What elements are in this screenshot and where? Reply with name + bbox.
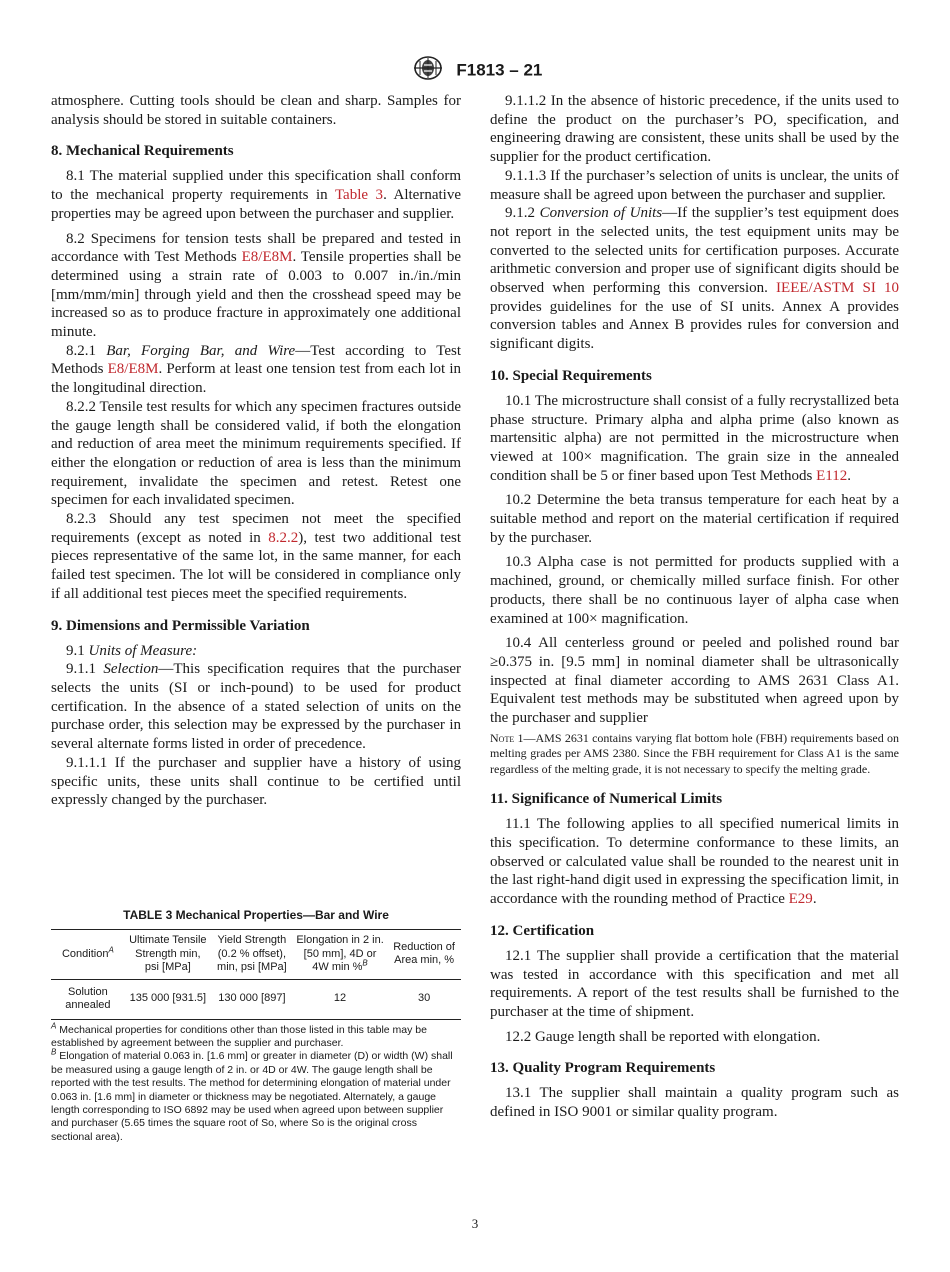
cell-elongation: 12: [333, 992, 347, 1005]
header-condition: Condition$^A$: [61, 944, 114, 960]
paragraph-8-2-3: 8.2.3 Should any test specimen not meet the specified requirements (except as noted in 8.2.2), test two additional test pieces representative of the same lot, in the same manner, for each failed test specimen. The lot will be considered in compliance only if all additional test pieces meet the specified requirements.: [51, 511, 461, 602]
header-reduction-of-area: Reduction of Area min, %: [393, 940, 455, 967]
header-ultimate-tensile: Ultimate Tensile Strength min, psi [MPa]: [129, 934, 207, 973]
cell-reduction-of-area: 30: [417, 992, 431, 1005]
paragraph-12-1: 12.1 The supplier shall provide a certification that the material was tested in accordance with this specification and met all requirements. A report of the test results shall be furnished to the purchaser at the time of shipment.: [490, 947, 899, 1020]
e8-link[interactable]: E8/E8M: [241, 249, 293, 266]
note-1: Note 1—AMS 2631 contains varying flat bottom hole (FBH) requirements based on melting grades per AMS 2380. Since the FBH requirement for Class A1 is the same regardless of the melting grade, it is not necessary to specify the melting grade.: [490, 730, 900, 776]
table-3-link[interactable]: Table 3: [334, 187, 384, 204]
cell-yield-strength: 130 000 [897]: [218, 992, 286, 1005]
mechanical-properties-table: [51, 929, 461, 1020]
e8-link-2[interactable]: E8/E8M: [107, 361, 159, 378]
cell-condition: Solution annealed: [65, 985, 111, 1011]
paragraph-10-4: 10.4 All centerless ground or peeled and polished round bar ≥0.375 in. [9.5 mm] in nominal diameter shall be ultrasonically inspected at final diameter according to AMS 2631 Class A1. Equivalent test methods may be substituted when agreed upon by the purchaser and supplier: [490, 635, 899, 727]
paragraph-9-1: 9.1 Units of Measure:: [66, 642, 198, 659]
page-number: 3: [471, 1216, 479, 1231]
paragraph-10-2: 10.2 Determine the beta transus temperature for each heat by a suitable method and report on the material certification if required by the purchaser.: [490, 492, 899, 546]
table-title: TABLE 3 Mechanical Properties—Bar and Wire: [123, 908, 389, 922]
paragraph-9-1-1-1: 9.1.1.1 If the purchaser and supplier have a history of using specific units, these units shall continue to be certified until expressly changed by the purchaser.: [51, 754, 461, 809]
section-13-heading: 13. Quality Program Requirements: [490, 1060, 716, 1077]
section-10-heading: 10. Special Requirements: [490, 367, 652, 384]
paragraph-11-1: 11.1 The following applies to all specified numerical limits in this specification. To determine conformance to these limits, an observed or calculated value shall be rounded to the nearest unit in the last right-hand digit used in expressing the specification limit, in accordance with the rounding method of Practice E29.: [490, 816, 899, 908]
paragraph-8-2-1: 8.2.1 Bar, Forging Bar, and Wire—Test according to Test Methods E8/E8M. Perform at least one tension test from each lot in the longitudinal direction.: [51, 342, 462, 397]
e112-link[interactable]: E112: [816, 467, 848, 484]
header-yield-strength: Yield Strength (0.2 % offset), min, psi [MPa]: [217, 934, 287, 973]
astm-logo-icon: [408, 56, 448, 85]
ieee-si10-link[interactable]: IEEE/ASTM SI 10: [776, 280, 899, 297]
paragraph-9-1-2: 9.1.2 Conversion of Units—If the supplier’s test equipment does not report in the selected units, the test equipment units may be converted to the selected units for certification purposes. Accurate arithmetic conversion and proper use of significant digits should be observed when performing this conversion. IEEE/ASTM SI 10 provides guidelines for the use of SI units. Annex A provides conversion tables and Annex B provides rules for conversion and significant digits.: [490, 205, 899, 353]
document-id: F1813 – 21: [456, 60, 543, 80]
paragraph-9-1-1-2: 9.1.1.2 In the absence of historic precedence, if the units used to define the product on the purchaser’s PO, specification, and engineering drawing are consistent, these units shall be used by the supplier for the product certification.: [490, 93, 899, 166]
cell-ultimate-tensile: 135 000 [931.5]: [129, 992, 207, 1005]
paragraph-9-1-1: 9.1.1 Selection—This specification requires that the purchaser selects the units (SI or inch-pound) to be used for product certification. In the absence of a stated selection of units on the purchase order, this selection may be expressed by the purchaser in several alternate forms listed in order of precedence.: [51, 661, 462, 753]
paragraph-8-2: 8.2 Specimens for tension tests shall be prepared and tested in accordance with Test Methods E8/E8M. Tensile properties shall be determined using a strain rate of 0.003 to 0.007 in./in./min [mm/mm/min] through yield and then the crosshead speed may be increased so as to produce fracture in approximately one additional minute.: [51, 230, 461, 341]
right-column: [490, 92, 899, 1122]
paragraph-10-3: 10.3 Alpha case is not permitted for products supplied with a machined, ground, or chemically milled surface finish. For other products, there shall be no continuous layer of alpha case when examined at 100× magnification.: [490, 554, 899, 627]
footnote-b: $^B$ Elongation of material 0.063 in. [1.6 mm] or greater in diameter (D) or width (W) shall be measured using a gauge length of 2 in. or 4D or 4W. The gauge length shall be reported with the test results. The method for determining elongation of material under 0.063 in. [1.6 mm] in diameter or thickness may be negotiated. Alternately, a gauge length corresponding to ISO 6892 may be used when agreed upon between supplier and purchaser (5.65 times the square root of So, where So is the original cross sectional area).: [51, 1047, 453, 1143]
header-elongation: Elongation in 2 in. [50 mm], 4D or 4W min %$^B$: [296, 934, 384, 973]
footnote-a: $^A$ Mechanical properties for conditions other than those listed in this table may be established by agreement between the supplier and purchaser.: [51, 1021, 427, 1049]
table-header-row: [51, 930, 461, 980]
paragraph-10-1: 10.1 The microstructure shall consist of a fully recrystallized beta phase structure. Primary alpha and alpha prime (also known as martensitic alpha) are not permitted in the microstructure when viewed at 100× magnification. The grain size in the annealed condition shall be 5 or finer based upon Test Methods E112.: [490, 392, 899, 484]
table-footnotes: [51, 1021, 461, 1145]
section-11-heading: 11. Significance of Numerical Limits: [490, 791, 723, 808]
table-3: [51, 908, 461, 1144]
paragraph-8-2-2: 8.2.2 Tensile test results for which any specimen fractures outside the gauge length shall be considered valid, if both the elongation and reduction of area meet the minimum requirements specified. If either the elongation or reduction of area is less than the minimum requirement, invalidate the specimen and retest. Retest one specimen for each invalidated specimen.: [51, 398, 461, 509]
table-row: [51, 979, 461, 1019]
page-header: [0, 56, 950, 85]
section-8-2-2-link[interactable]: 8.2.2: [268, 529, 299, 546]
paragraph-13-1: 13.1 The supplier shall maintain a quality program such as defined in ISO 9001 or similar quality program.: [490, 1085, 899, 1121]
paragraph-8-1: 8.1 The material supplied under this specification shall conform to the mechanical property requirements in Table 3. Alternative properties may be agreed upon between the purchaser and supplier.: [51, 168, 461, 222]
section-9-heading: 9. Dimensions and Permissible Variation: [51, 617, 310, 634]
left-column: [51, 92, 461, 810]
paragraph-continuation: atmosphere. Cutting tools should be clean and sharp. Samples for analysis should be stored in suitable containers.: [51, 93, 461, 128]
section-12-heading: 12. Certification: [490, 922, 595, 939]
section-8-heading: 8. Mechanical Requirements: [51, 143, 234, 160]
e29-link[interactable]: E29: [788, 891, 813, 908]
paragraph-9-1-1-3: 9.1.1.3 If the purchaser’s selection of units is unclear, the units of measure shall be agreed upon between the purchaser and supplier.: [490, 167, 899, 203]
paragraph-12-2: 12.2 Gauge length shall be reported with elongation.: [505, 1028, 821, 1045]
